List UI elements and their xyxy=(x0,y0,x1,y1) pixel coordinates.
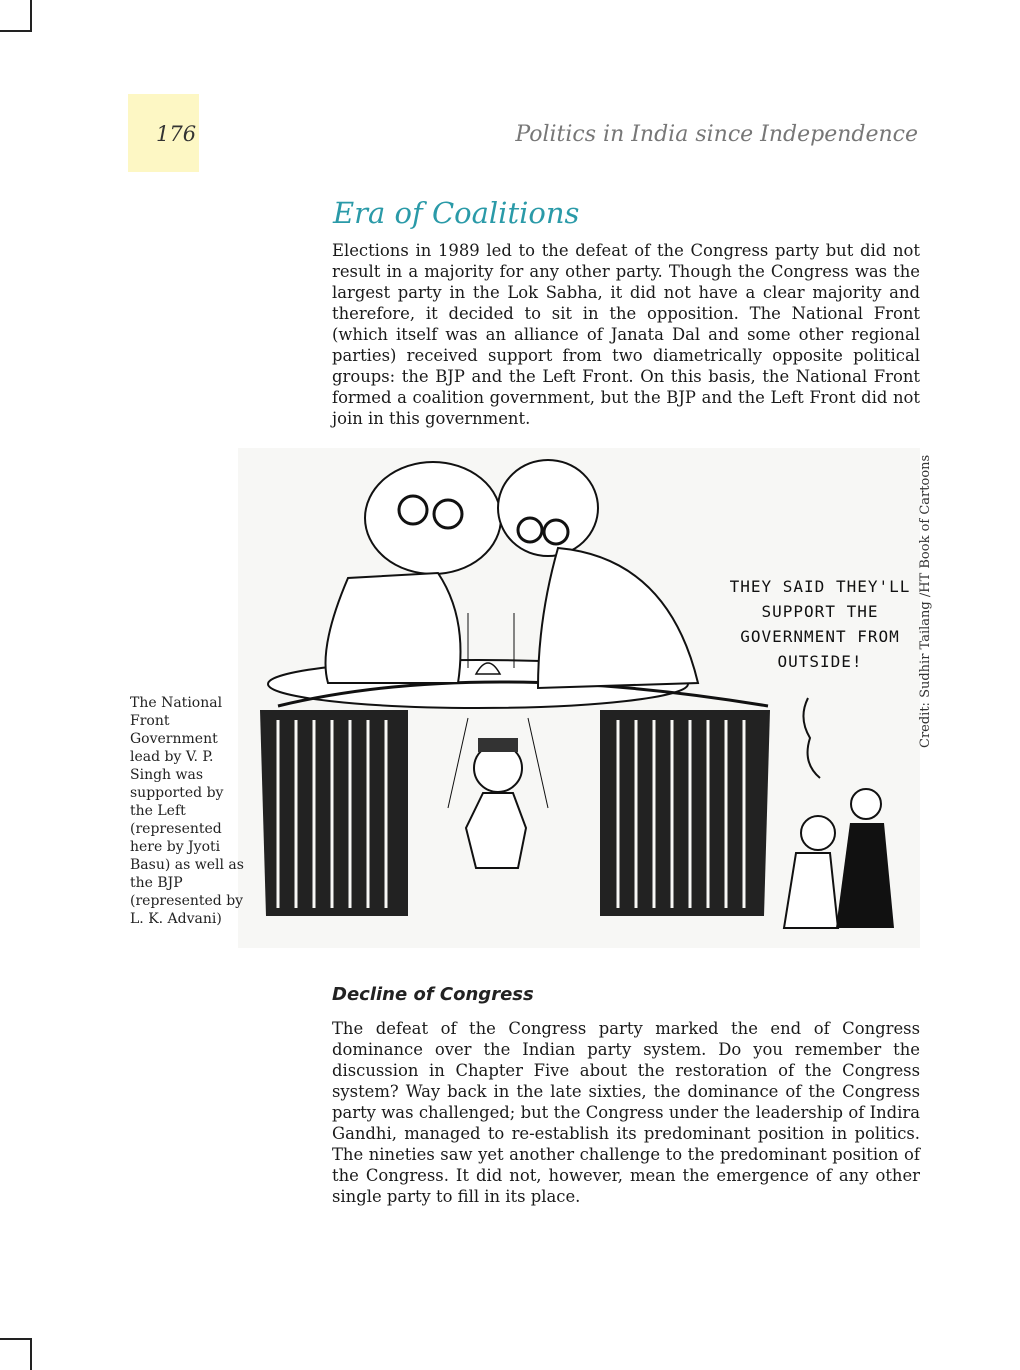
subsection-title: Decline of Congress xyxy=(332,984,534,1005)
section-title: Era of Coalitions xyxy=(333,196,580,230)
page-number: 176 xyxy=(156,122,197,146)
image-credit: Credit: Sudhir Tailang /HT Book of Cartoons xyxy=(918,454,933,748)
subsection-paragraph: The defeat of the Congress party marked the end of Congress dominance over the Indian party system. Do you remember the discussion in Chapter Five about the restoration of the Congress system? Way back in the late sixties, the dominance of the Congress party was challenged; but the Congress under the leadership of Indira Gandhi, managed to re-establish its predominant position in politics. The nineties saw yet another challenge to the predominant position of the Congress. It did not, however, mean the emergence of any other single party to fill in its place. xyxy=(332,1019,920,1206)
figure-caption: The National Front Government lead by V. P. Singh was supported by the Left (represented here by Jyoti Basu) as well as the BJP (represented by L. K. Advani) xyxy=(130,695,244,927)
running-title: Politics in India since Independence xyxy=(515,122,918,147)
section-paragraph: Elections in 1989 led to the defeat of the Congress party but did not result in a majority for any other party. Though the Congress was the largest party in the Lok Sabha, it did not have a clear majority and therefore, it decided to sit in the opposition. The National Front (which itself was an alliance of Janata Dal and some other regional parties) received support from two diametrically opposite political groups: the BJP and the Left Front. On this basis, the National Front formed a coalition government, but the BJP and the Left Front did not join in this government. xyxy=(332,241,920,428)
cartoon-illustration xyxy=(238,448,920,948)
crop-mark-bottom xyxy=(0,1338,32,1370)
speech-bubble-text: THEY SAID THEY'LL SUPPORT THE GOVERNMENT FROM OUTSIDE! xyxy=(729,577,911,671)
crop-mark-top xyxy=(0,0,32,32)
